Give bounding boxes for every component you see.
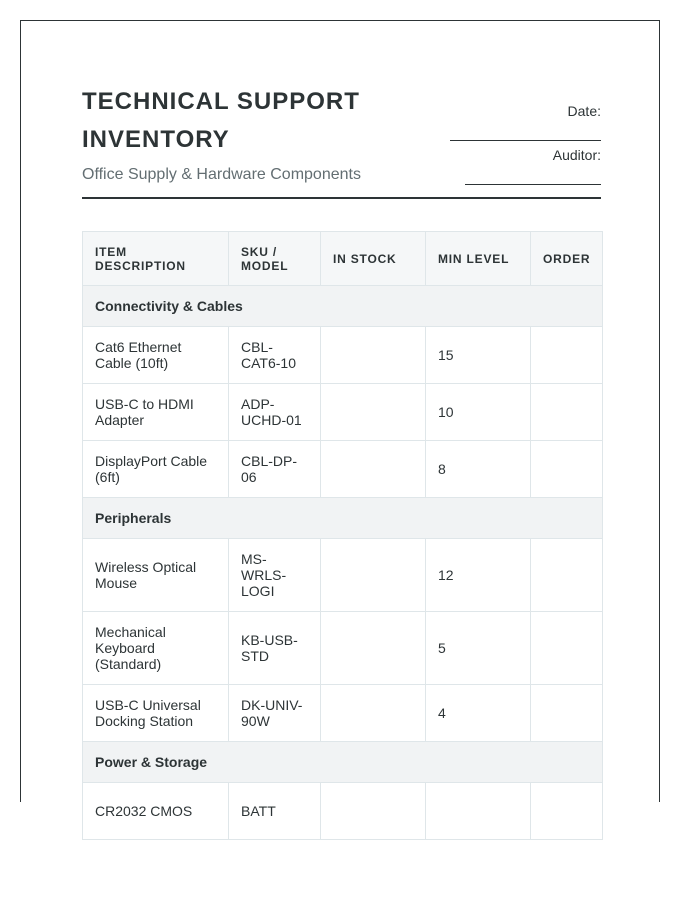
in-stock-cell[interactable] <box>321 384 426 441</box>
min-level-cell: 4 <box>426 685 531 742</box>
order-cell[interactable] <box>531 685 603 742</box>
inventory-table <box>82 231 603 840</box>
table-header-row <box>83 232 603 286</box>
in-stock-cell[interactable] <box>321 441 426 498</box>
min-level-cell: 5 <box>426 612 531 685</box>
table-row <box>83 441 603 498</box>
item-sku: DK-UNIV-90W <box>229 685 321 742</box>
section-row-peripherals <box>83 498 603 539</box>
table-row <box>83 539 603 612</box>
column-header-in-stock: IN STOCK <box>321 232 426 286</box>
in-stock-cell[interactable] <box>321 327 426 384</box>
in-stock-cell[interactable] <box>321 612 426 685</box>
auditor-label: Auditor: <box>552 147 601 163</box>
min-level-cell <box>426 783 531 840</box>
in-stock-cell[interactable] <box>321 783 426 840</box>
item-sku: KB-USB-STD <box>229 612 321 685</box>
section-row-power-storage <box>83 742 603 783</box>
order-cell[interactable] <box>531 327 603 384</box>
item-description: USB-C Universal Docking Station <box>83 685 229 742</box>
section-title: Power & Storage <box>83 742 603 783</box>
in-stock-cell[interactable] <box>321 685 426 742</box>
item-sku: MS-WRLS-LOGI <box>229 539 321 612</box>
table-row <box>83 327 603 384</box>
order-cell[interactable] <box>531 384 603 441</box>
item-description: CR2032 CMOS <box>83 783 229 840</box>
document-title: TECHNICAL SUPPORT INVENTORY <box>82 88 360 153</box>
item-sku: CBL-CAT6-10 <box>229 327 321 384</box>
table-row <box>83 783 603 840</box>
item-description: Cat6 Ethernet Cable (10ft) <box>83 327 229 384</box>
item-description: Mechanical Keyboard (Standard) <box>83 612 229 685</box>
order-cell[interactable] <box>531 539 603 612</box>
column-header-min-level: MIN LEVEL <box>426 232 531 286</box>
min-level-cell: 15 <box>426 327 531 384</box>
min-level-cell: 8 <box>426 441 531 498</box>
min-level-cell: 12 <box>426 539 531 612</box>
date-field-line[interactable] <box>450 140 601 141</box>
column-header-order: ORDER <box>531 232 603 286</box>
item-description: DisplayPort Cable (6ft) <box>83 441 229 498</box>
order-cell[interactable] <box>531 612 603 685</box>
table-row <box>83 612 603 685</box>
item-description: USB-C to HDMI Adapter <box>83 384 229 441</box>
column-header-sku-model: SKU / MODEL <box>229 232 321 286</box>
section-row-connectivity <box>83 286 603 327</box>
in-stock-cell[interactable] <box>321 539 426 612</box>
date-label: Date: <box>567 103 601 119</box>
item-sku: CBL-DP-06 <box>229 441 321 498</box>
item-sku: ADP-UCHD-01 <box>229 384 321 441</box>
table-row <box>83 685 603 742</box>
document-subtitle: Office Supply & Hardware Components <box>82 166 361 183</box>
document-header <box>82 83 601 199</box>
table-row <box>83 384 603 441</box>
column-header-item-description: ITEM DESCRIPTION <box>83 232 229 286</box>
order-cell[interactable] <box>531 441 603 498</box>
section-title: Connectivity & Cables <box>83 286 603 327</box>
auditor-field-line[interactable] <box>465 184 601 185</box>
section-title: Peripherals <box>83 498 603 539</box>
inventory-sheet <box>20 20 660 819</box>
order-cell[interactable] <box>531 783 603 840</box>
item-sku: BATT <box>229 783 321 840</box>
item-description: Wireless Optical Mouse <box>83 539 229 612</box>
min-level-cell: 10 <box>426 384 531 441</box>
